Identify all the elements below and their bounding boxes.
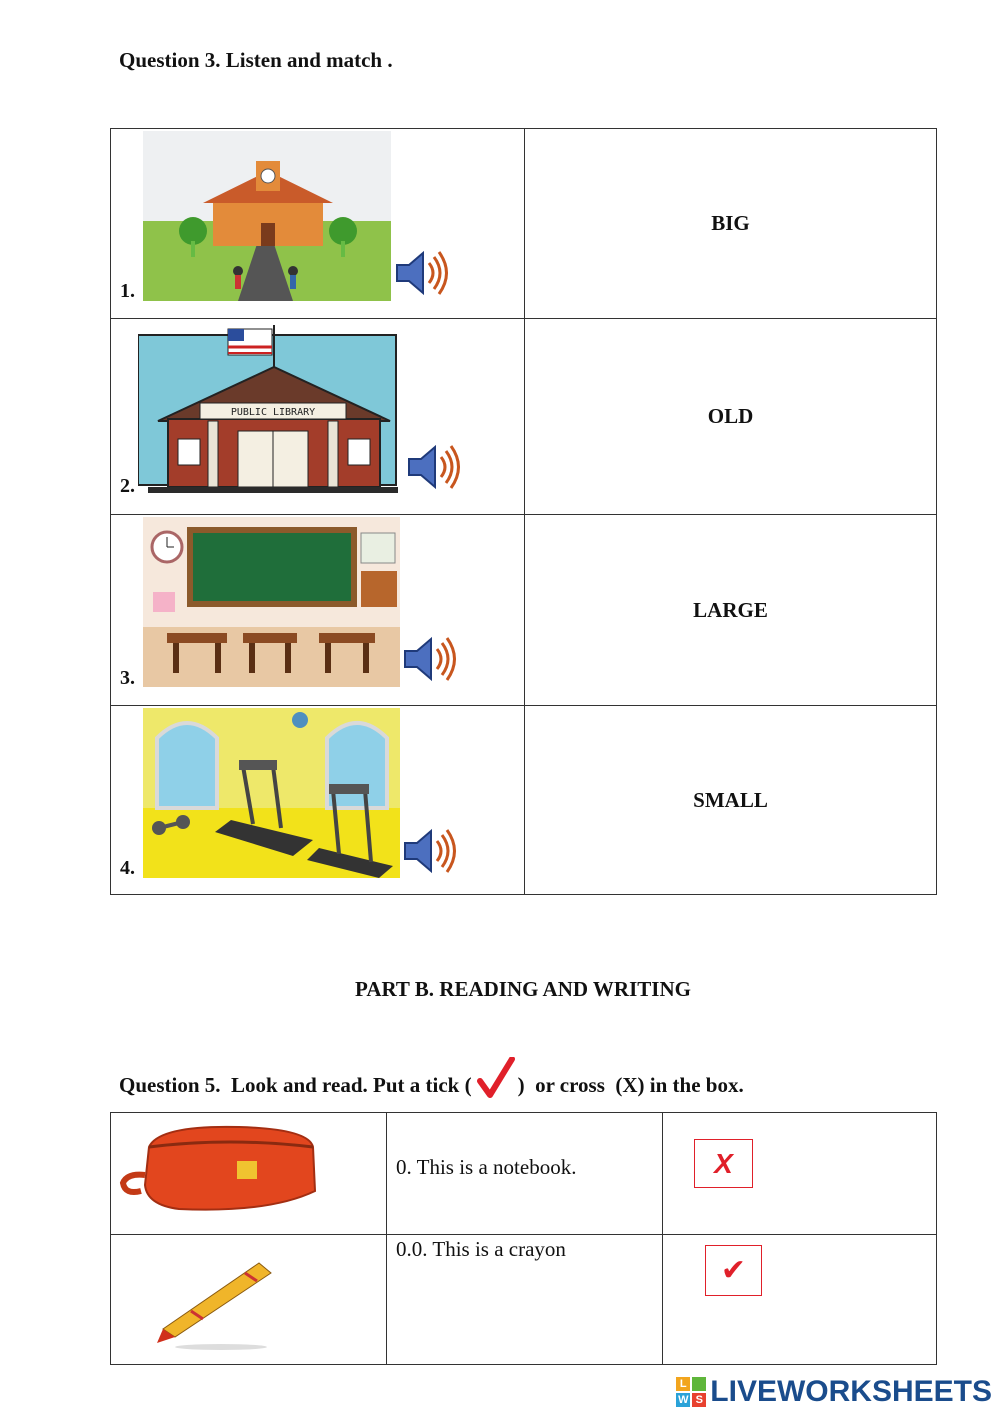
gym-picture bbox=[143, 708, 400, 878]
picture-cell bbox=[111, 129, 525, 319]
logo-letter: W bbox=[678, 1394, 689, 1406]
school-building-picture bbox=[143, 131, 391, 301]
speaker-button[interactable] bbox=[399, 633, 461, 685]
speaker-button[interactable] bbox=[391, 247, 453, 299]
speaker-icon bbox=[391, 247, 453, 299]
match-row bbox=[111, 129, 937, 319]
match-row bbox=[111, 515, 937, 706]
match-word[interactable]: LARGE bbox=[693, 597, 768, 622]
tick-mark: ✔ bbox=[720, 1253, 747, 1288]
speaker-icon bbox=[399, 633, 461, 685]
item-number: 3. bbox=[120, 667, 135, 689]
match-word[interactable]: OLD bbox=[707, 404, 754, 428]
picture-cell bbox=[111, 515, 525, 706]
match-row bbox=[111, 706, 937, 895]
question-3-title: Question 3. Listen and match . bbox=[119, 48, 393, 72]
tick-icon bbox=[476, 1057, 516, 1099]
item-number: 4. bbox=[120, 857, 135, 879]
pencil-case-picture bbox=[119, 1117, 319, 1217]
match-word[interactable]: SMALL bbox=[693, 787, 768, 812]
sentence-text: 0. This is a notebook. bbox=[396, 1155, 577, 1179]
word-cell bbox=[525, 706, 937, 895]
sentence-cell bbox=[387, 1235, 663, 1365]
crayon-picture bbox=[151, 1251, 281, 1351]
sentence-cell bbox=[387, 1113, 663, 1235]
question-5-title-before: Question 5. Look and read. Put a tick ( bbox=[119, 1072, 472, 1097]
item-number: 2. bbox=[120, 475, 135, 497]
look-read-table bbox=[110, 1112, 937, 1365]
brand-name: LIVEWORKSHEETS bbox=[710, 1375, 992, 1408]
classroom-picture bbox=[143, 517, 400, 687]
word-cell bbox=[525, 129, 937, 319]
speaker-icon bbox=[399, 825, 461, 877]
rw-row bbox=[111, 1235, 937, 1365]
cross-mark: X bbox=[714, 1147, 733, 1179]
speaker-button[interactable] bbox=[403, 441, 465, 493]
answer-cell bbox=[663, 1235, 937, 1365]
answer-box[interactable] bbox=[705, 1245, 762, 1296]
question-5-title bbox=[119, 1071, 744, 1099]
match-row bbox=[111, 319, 937, 515]
part-b-heading: PART B. READING AND WRITING bbox=[355, 977, 691, 1001]
speaker-button[interactable] bbox=[399, 825, 461, 877]
word-cell bbox=[525, 319, 937, 515]
answer-box[interactable] bbox=[694, 1139, 753, 1188]
picture-cell bbox=[111, 706, 525, 895]
picture-cell bbox=[111, 319, 525, 515]
sentence-text: 0.0. This is a crayon bbox=[396, 1237, 566, 1261]
speaker-icon bbox=[403, 441, 465, 493]
picture-cell bbox=[111, 1235, 387, 1365]
item-number: 1. bbox=[120, 280, 135, 302]
library-sign: PUBLIC LIBRARY bbox=[230, 407, 316, 418]
public-library-picture bbox=[138, 321, 400, 497]
liveworksheets-logo bbox=[676, 1375, 992, 1409]
rw-row bbox=[111, 1113, 937, 1235]
word-cell bbox=[525, 515, 937, 706]
logo-letter: L bbox=[676, 1377, 690, 1391]
logo-icon bbox=[676, 1377, 706, 1407]
logo-square bbox=[692, 1377, 706, 1391]
match-word[interactable]: BIG bbox=[711, 211, 750, 235]
picture-cell bbox=[111, 1113, 387, 1235]
question-5-title-after: ) or cross (X) in the box. bbox=[517, 1072, 744, 1097]
logo-letter: S bbox=[692, 1393, 706, 1407]
answer-cell bbox=[663, 1113, 937, 1235]
listen-match-table bbox=[110, 128, 937, 895]
